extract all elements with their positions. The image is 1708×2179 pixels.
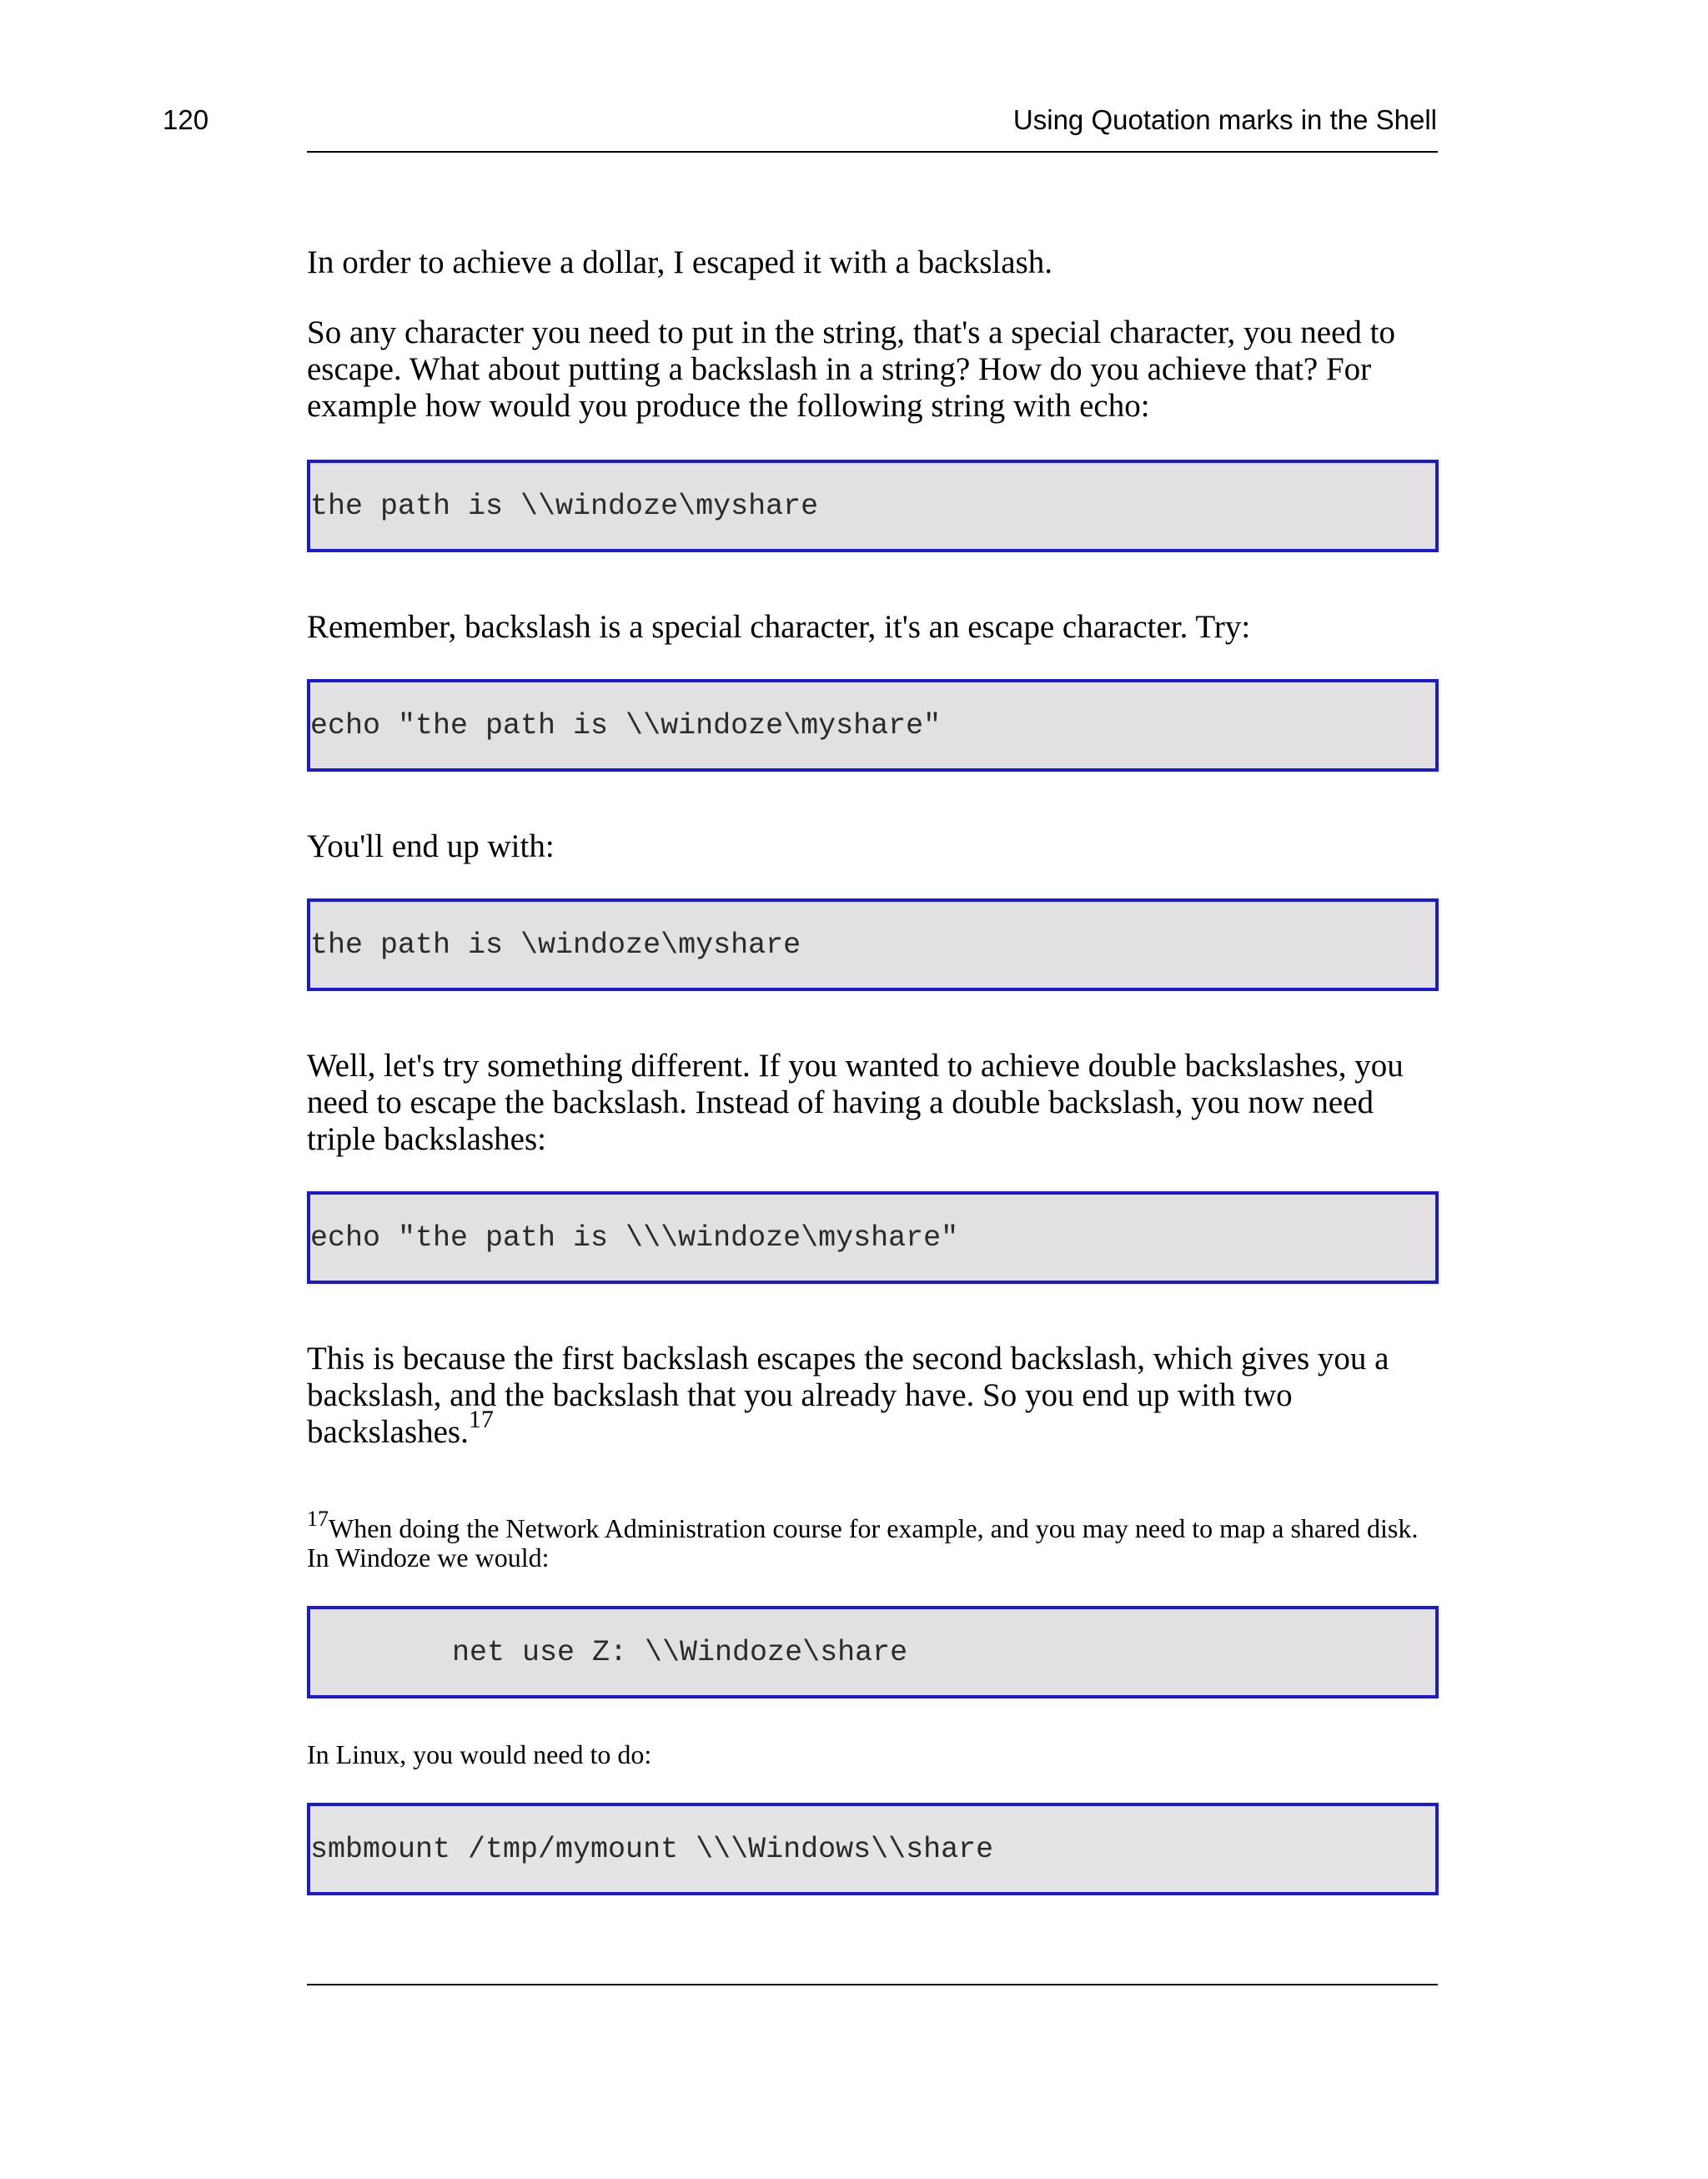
footnote-text <box>307 1507 1438 1573</box>
footnote-number: 17 <box>307 1507 329 1531</box>
code-block-echo-double: echo "the path is \\windoze\myshare" <box>307 679 1439 772</box>
page-body <box>307 244 1438 1895</box>
footnote-body: When doing the Network Administration course for example, and you may need to map a shared disk. In Windoze we would: <box>307 1513 1419 1573</box>
footnote-reference: 17 <box>468 1406 494 1433</box>
code-block-net-use: net use Z: \\Windoze\share <box>307 1606 1439 1698</box>
code-block-smbmount: smbmount /tmp/mymount \\\Windows\\share <box>307 1803 1439 1895</box>
footer-rule <box>307 1984 1438 1985</box>
paragraph-explanation-text: This is because the first backslash escapes the second backslash, which gives you a backslash, and the backslash that you already have. So you end up with two backslashes. <box>307 1341 1389 1450</box>
code-block-target-string: the path is \\windoze\myshare <box>307 460 1439 552</box>
paragraph-backslash-special: Remember, backslash is a special character, it's an escape character. Try: <box>307 609 1251 645</box>
paragraph-end-up-with: You'll end up with: <box>307 828 555 864</box>
paragraph-explanation <box>307 1341 1438 1451</box>
page-number: 120 <box>163 104 209 135</box>
paragraph-special-characters: So any character you need to put in the string, that's a special character, you need to escape. What about putting a backslash in a string? How do you achieve that? For example how would you produce the following string with echo: <box>307 315 1395 424</box>
running-header-title: Using Quotation marks in the Shell <box>1012 104 1437 135</box>
header-rule <box>307 151 1438 153</box>
footnote-linux-text: In Linux, you would need to do: <box>307 1739 652 1769</box>
paragraph-triple-backslashes: Well, let's try something different. If you wanted to achieve double backslashes, you need to escape the backslash. Instead of having a double backslash, you now need triple backslashes: <box>307 1048 1404 1157</box>
code-block-echo-triple: echo "the path is \\\windoze\myshare" <box>307 1191 1439 1284</box>
paragraph-dollar-escape: In order to achieve a dollar, I escaped it with a backslash. <box>307 244 1052 280</box>
code-block-result-single: the path is \windoze\myshare <box>307 898 1439 991</box>
